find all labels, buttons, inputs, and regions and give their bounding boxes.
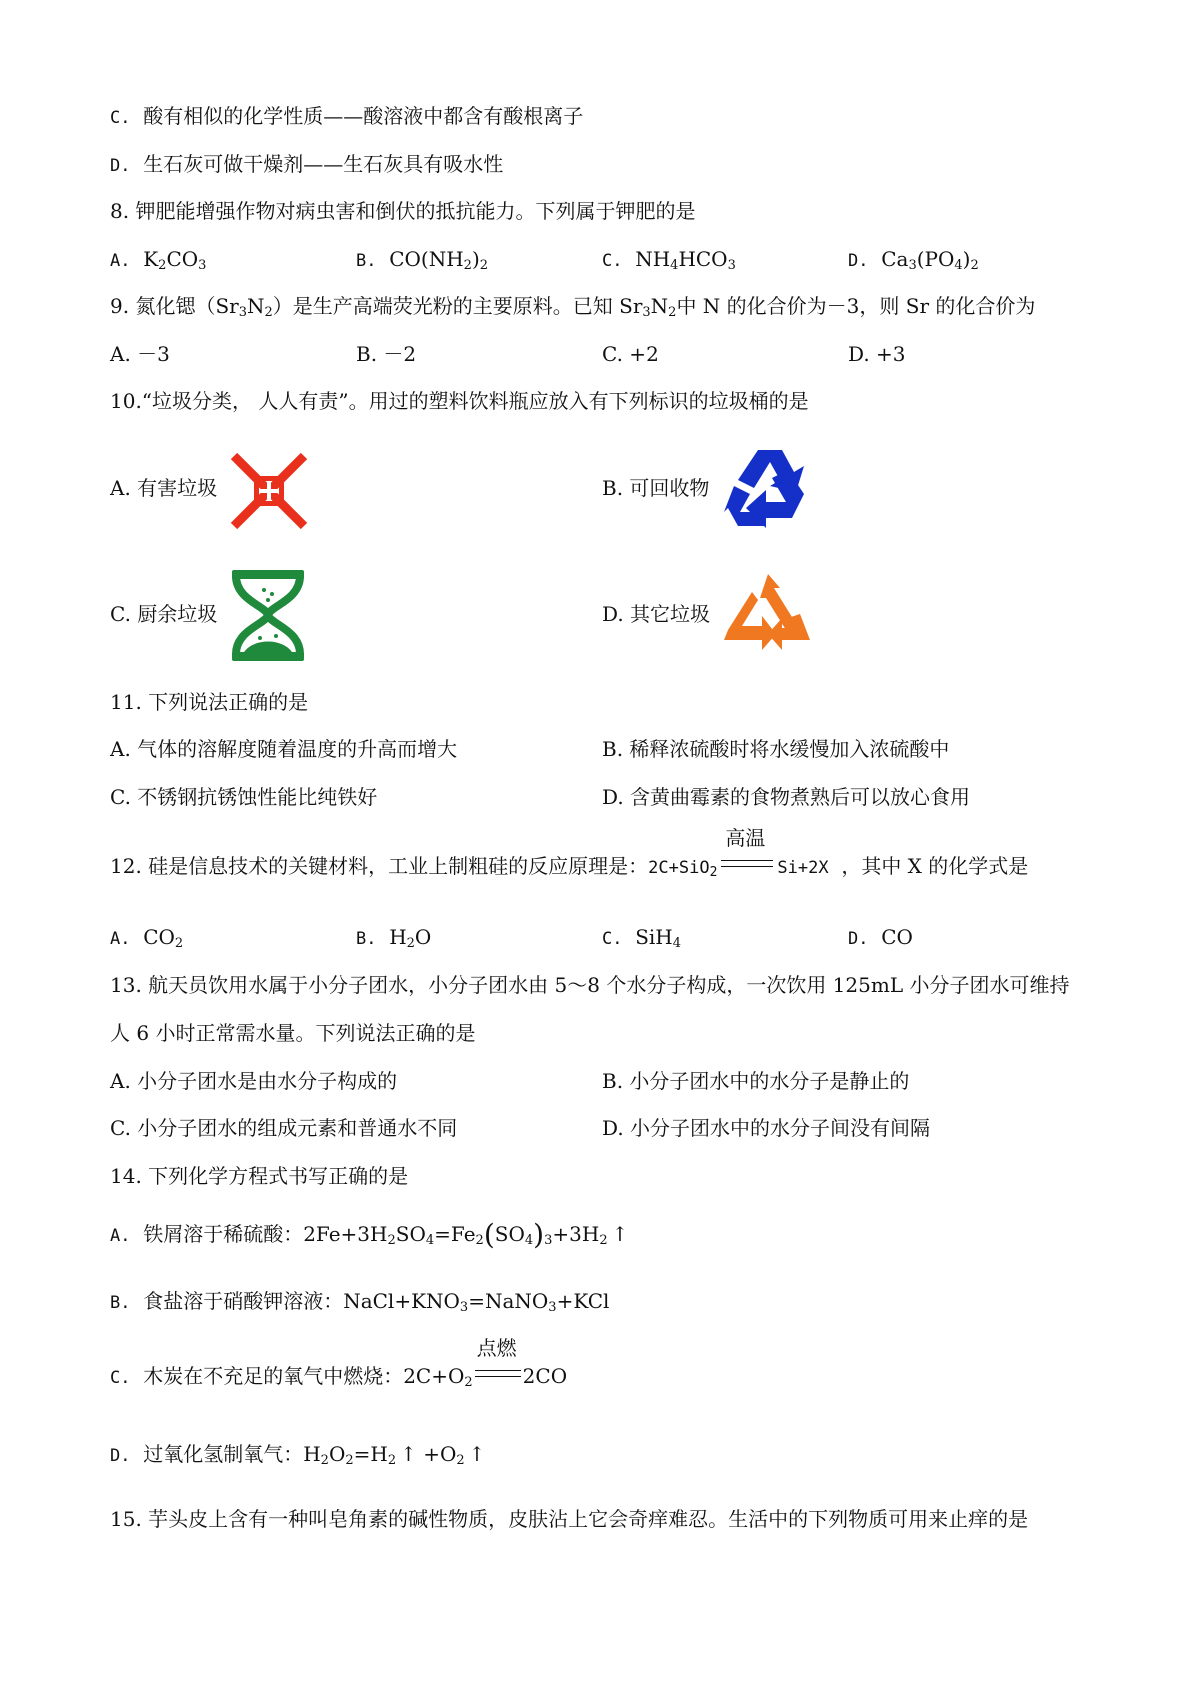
q12-option-b: B. $H_2O$ bbox=[356, 925, 432, 951]
q7-option-d: D. 生石灰可做干燥剂——生石灰具有吸水性 bbox=[110, 152, 504, 176]
q9-option-a: A. －3 bbox=[110, 342, 170, 366]
q10-stem: 10.“垃圾分类， 人人有责”。用过的塑料饮料瓶应放入有下列标识的垃圾桶的是 bbox=[110, 389, 809, 413]
q9-option-d: D. +3 bbox=[848, 342, 906, 366]
q8-option-c: C. $NH_4HCO_3$ bbox=[602, 247, 736, 273]
recycle-icon bbox=[724, 442, 816, 534]
q13-stem-line1: 13. 航天员饮用水属于小分子团水，小分子团水由 5～8 个水分子构成，一次饮用 125mL 小分子团水可维持 bbox=[110, 973, 1070, 997]
q9-option-c: C. +2 bbox=[602, 342, 659, 366]
q10-option-b-label: B. 可回收物 bbox=[602, 476, 710, 500]
q13-option-c: C. 小分子团水的组成元素和普通水不同 bbox=[110, 1116, 458, 1140]
q7-option-c: C. 酸有相似的化学性质——酸溶液中都含有酸根离子 bbox=[110, 104, 584, 128]
q10-option-a-label: A. 有害垃圾 bbox=[110, 476, 218, 500]
q13-option-d: D. 小分子团水中的水分子间没有间隔 bbox=[602, 1116, 931, 1140]
q8-option-d: D. $Ca_3(PO_4)_2$ bbox=[848, 247, 979, 273]
q10-option-d-label: D. 其它垃圾 bbox=[602, 602, 711, 626]
q9-stem: 9. 氮化锶$(Sr_3N_2)$是生产高端荧光粉的主要原料。已知 $Sr_3N_2$中 N 的化合价为－3，则 Sr 的化合价为 bbox=[110, 294, 1036, 320]
q11-stem: 11. 下列说法正确的是 bbox=[110, 690, 309, 714]
q9-option-b: B. －2 bbox=[356, 342, 417, 366]
reaction-arrow: 高温 bbox=[717, 852, 777, 880]
q14-option-b: B. 食盐溶于硝酸钾溶液：$NaCl+KNO_3=NaNO_3+KCl$ bbox=[110, 1289, 610, 1315]
q13-option-b: B. 小分子团水中的水分子是静止的 bbox=[602, 1069, 910, 1093]
q14-option-c: C. 木炭在不充足的氧气中燃烧：$2C+O_2$ 点燃 2CO bbox=[110, 1336, 568, 1390]
combustion-arrow: 点燃 bbox=[473, 1362, 523, 1390]
kitchen-waste-icon bbox=[230, 568, 306, 662]
q11-option-c: C. 不锈钢抗锈蚀性能比纯铁好 bbox=[110, 785, 378, 809]
q13-option-a: A. 小分子团水是由水分子构成的 bbox=[110, 1069, 398, 1093]
q10-option-c-label: C. 厨余垃圾 bbox=[110, 602, 218, 626]
q15-stem: 15. 芋头皮上含有一种叫皂角素的碱性物质，皮肤沾上它会奇痒难忍。生活中的下列物质可用来止痒的是 bbox=[110, 1507, 1029, 1531]
q14-stem: 14. 下列化学方程式书写正确的是 bbox=[110, 1164, 409, 1188]
q8-option-b: B. $CO(NH_2)_2$ bbox=[356, 247, 489, 273]
q12-option-d: D. CO bbox=[848, 925, 913, 949]
q12-option-c: C. SiH$_4$ bbox=[602, 925, 682, 951]
other-waste-icon bbox=[722, 570, 814, 656]
q13-stem-line2: 人 6 小时正常需水量。下列说法正确的是 bbox=[110, 1021, 476, 1045]
q11-option-b: B. 稀释浓硫酸时将水缓慢加入浓硫酸中 bbox=[602, 737, 950, 761]
q14-option-d: D. 过氧化氢制氧气：$H_2O_2=H_2$ ↑ $+O_2$ ↑ bbox=[110, 1442, 486, 1468]
q12-option-a: A. $CO_2$ bbox=[110, 925, 184, 951]
q11-option-a: A. 气体的溶解度随着温度的升高而增大 bbox=[110, 737, 458, 761]
q12-stem: 12. 硅是信息技术的关键材料，工业上制粗硅的反应原理是：2C+SiO$_2$ 高温 Si+2X ，其中 X 的化学式是 bbox=[110, 826, 1029, 880]
q14-option-a: A. 铁屑溶于稀硫酸：$2Fe+3H_2SO_4=Fe_2(SO_4)_3+3H_2$ ↑ bbox=[110, 1218, 629, 1251]
hazardous-waste-icon bbox=[228, 450, 310, 532]
q8-option-a: A. $K_2CO_3$ bbox=[110, 247, 207, 273]
q8-stem: 8. 钾肥能增强作物对病虫害和倒伏的抵抗能力。下列属于钾肥的是 bbox=[110, 199, 696, 223]
q11-option-d: D. 含黄曲霉素的食物煮熟后可以放心食用 bbox=[602, 785, 971, 809]
